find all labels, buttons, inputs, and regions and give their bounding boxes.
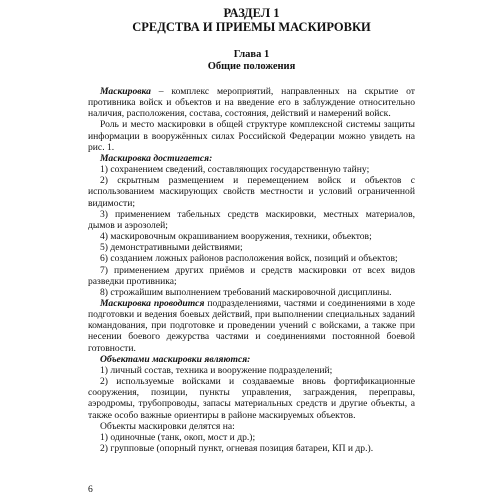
figure-reference-paragraph: Роль и место маскировки в общей структуре комплексной системы защиты информации в вооружённых силах Российской Федерации можно увидеть на рис. 1.	[88, 119, 415, 153]
definition-paragraph	[88, 86, 415, 119]
spacer	[88, 73, 415, 86]
object-item: 1) личный состав, техника и вооружение подразделений;	[100, 364, 333, 376]
chapter-number: Глава 1	[233, 49, 270, 60]
goal-item: 4) маскировочным окрашиванием вооружения, техники, объектов;	[100, 231, 372, 243]
section-title: СРЕДСТВА И ПРИЕМЫ МАСКИРОВКИ	[132, 20, 371, 34]
conduct-term: Маскировка проводится	[100, 297, 205, 309]
conduct-text: подразделениями, частями и соединениями в ходе подготовки и ведения боевых действий, при выполнении специальных заданий командования, при подготовке и проведении учений с войсками, а также при несении боевого дежурства частями и соединениями постоянной боевой готовности.	[88, 297, 415, 354]
definition-text: – комплекс мероприятий, направленных на скрытие от противника войск и объектов и на введение его в заблуждение относительно наличия, расположения, состава, состояния, действий и намерений войск.	[88, 86, 415, 120]
goal-item: 8) строжайшим выполнением требований маскировочной дисциплины.	[100, 286, 392, 298]
page-number: 6	[88, 484, 93, 495]
section-number: РАЗДЕЛ 1	[223, 6, 280, 20]
conduct-paragraph	[88, 298, 415, 354]
division-item: 1) одиночные (танк, окоп, мост и др.);	[100, 431, 256, 443]
object-item: 2) используемые войсками и создаваемые вновь фортификационные сооружения, позиции, пункты управления, заграждения, переправы, аэродромы, трубопроводы, запасы материальных средств и другие объекты, а также особо важные ориентиры в районе маскируемых объектов.	[88, 376, 415, 421]
definition-term: Маскировка	[100, 86, 151, 97]
division-item: 2) групповые (опорный пункт, огневая позиция батареи, КП и др.).	[100, 443, 374, 454]
division-intro: Объекты маскировки делятся на:	[100, 420, 235, 432]
goal-item: 5) демонстративными действиями;	[100, 242, 243, 254]
document-body	[88, 86, 415, 454]
objects-heading: Объектами маскировки являются:	[100, 353, 251, 365]
goals-heading: Маскировка достигается:	[100, 152, 213, 164]
spacer	[88, 34, 415, 49]
chapter-title: Общие положения	[207, 61, 296, 72]
goal-item: 6) созданием ложных районов расположения войск, позиций и объектов;	[100, 253, 398, 265]
goal-item: 1) сохранением сведений, составляющих государственную тайну;	[100, 164, 370, 176]
goal-item: 7) применением других приёмов и средств маскировки от всех видов разведки противника;	[88, 264, 415, 287]
goal-item: 2) скрытным размещением и перемещением войск и объектов с использованием маскирующих свойств местности и условий ограниченной видимости;	[88, 175, 415, 209]
goal-item: 3) применением табельных средств маскировки, местных материалов, дымов и аэрозолей;	[88, 208, 415, 231]
